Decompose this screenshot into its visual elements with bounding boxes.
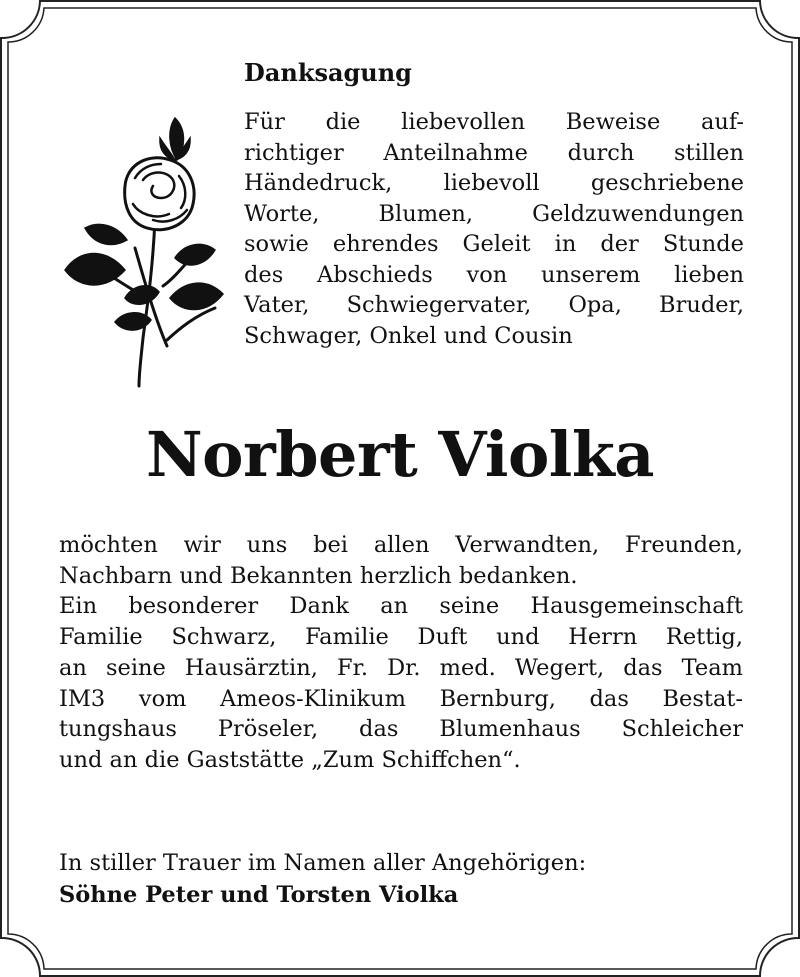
heading-danksagung: Danksagung xyxy=(244,58,412,87)
body-line: IM3 vom Ameos-Klinikum Bernburg, das Bestat- xyxy=(59,685,743,712)
closing-block xyxy=(59,847,749,911)
body-line: Ein besonderer Dank an seine Hausgemeinschaft xyxy=(59,593,743,620)
intro-line: Schwager, Onkel und Cousin xyxy=(244,322,573,349)
body-line: und an die Gaststätte „Zum Schiffchen“. xyxy=(59,746,521,773)
body-line: tungshaus Pröseler, das Blumenhaus Schleicher xyxy=(59,716,743,743)
body-line: Familie Schwarz, Familie Duft und Herrn Rettig, xyxy=(59,624,743,651)
intro-line: richtiger Anteilnahme durch stillen xyxy=(244,139,744,166)
intro-paragraph xyxy=(244,107,744,351)
body-line: Nachbarn und Bekannten herzlich bedanken. xyxy=(59,562,578,589)
body-line: an seine Hausärztin, Fr. Dr. med. Wegert, das Team xyxy=(59,654,743,681)
intro-line: des Abschieds von unserem lieben xyxy=(244,261,744,288)
rose-icon xyxy=(55,108,230,388)
deceased-name: Norbert Violka xyxy=(146,418,654,491)
intro-line: Für die liebevollen Beweise auf- xyxy=(244,109,744,135)
intro-line: Worte, Blumen, Geldzuwendungen xyxy=(244,200,744,227)
intro-line: sowie ehrendes Geleit in der Stunde xyxy=(244,231,744,257)
closing-line: In stiller Trauer im Namen aller Angehörigen: xyxy=(59,850,587,876)
thanks-paragraph xyxy=(59,530,743,776)
intro-line: Händedruck, liebevoll geschriebene xyxy=(244,170,744,196)
signature: Söhne Peter und Torsten Violka xyxy=(59,882,459,908)
body-line: möchten wir uns bei allen Verwandten, Freunden, xyxy=(59,532,743,558)
intro-line: Vater, Schwiegervater, Opa, Bruder, xyxy=(244,292,744,318)
